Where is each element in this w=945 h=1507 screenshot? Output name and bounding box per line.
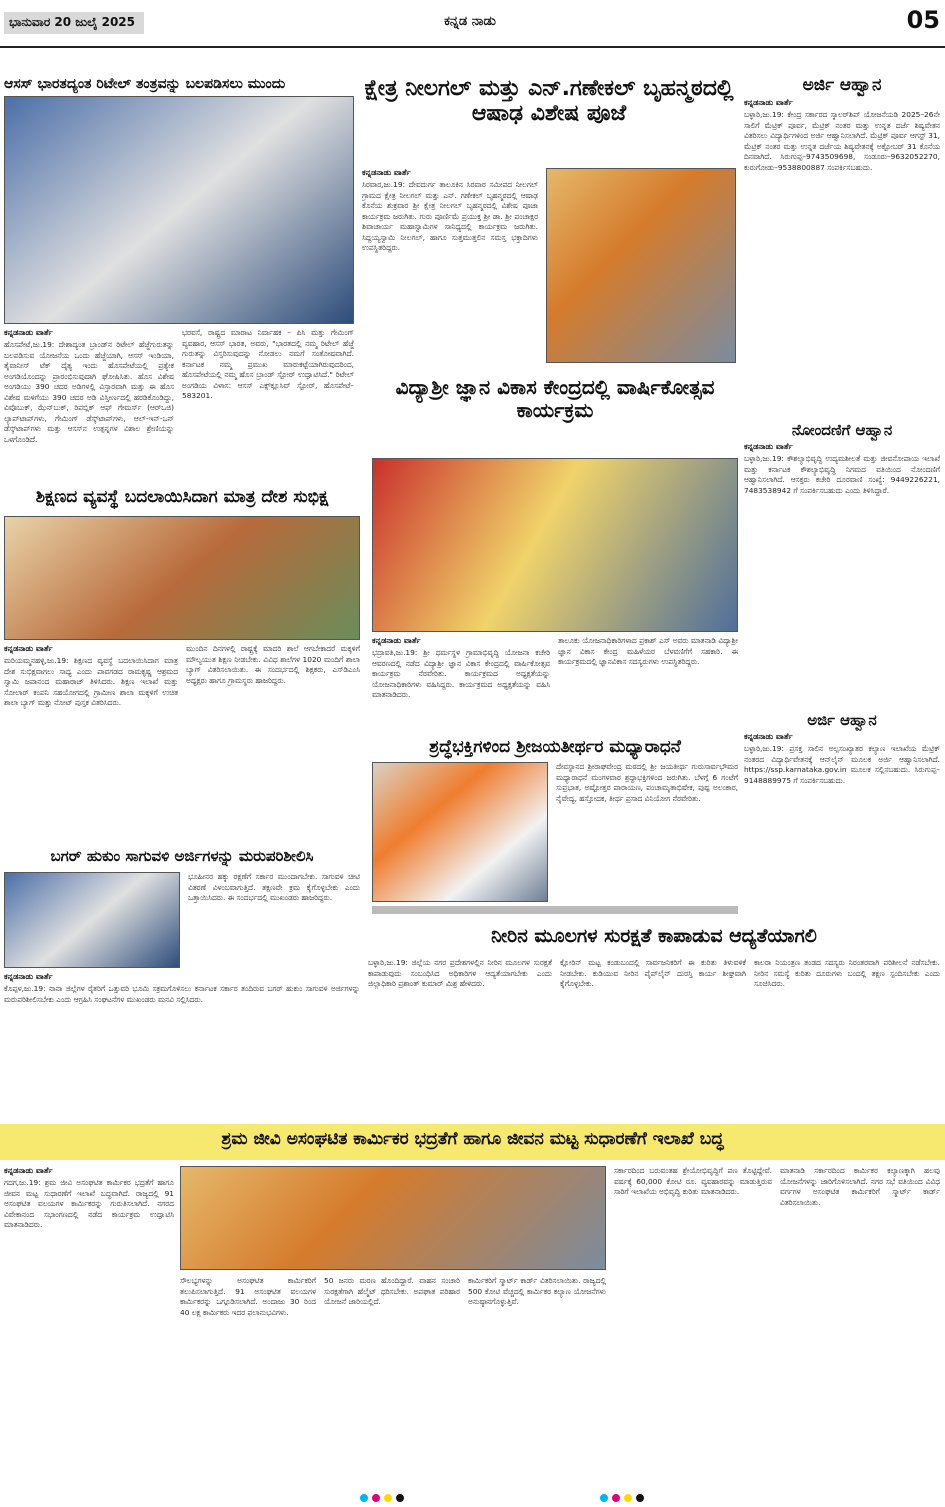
registration-dot-icon (612, 1494, 620, 1502)
asus-headline: ಆಸಸ್ ಭಾರತದ್ಯಂತ ರಿಟೇಲ್ ತಂತ್ರವನ್ನು ಬಲಪಡಿಸಲು ಮುಂದು (4, 76, 286, 92)
neerina-text-col3: ಕಾಲರಾ ನಿಯಂತ್ರಣ ತಂಡದ ಸದಸ್ಯರು ನಿರಂತರವಾಗಿ ಪರಿಶೀಲನೆ ನಡೆಸಬೇಕು. ನೀರಿನ ಸಮಸ್ಯೆ ಕುರಿತು ದೂರುಗಳು ಬಂದಲ್ಲಿ ತಕ್ಷಣ ಸ್ಪಂದಿಸಬೇಕು ಎಂದು ಸೂಚಿಸಿದರು. (754, 958, 940, 988)
bagar-text-col2: ಭೂಹೀನರ ಹಕ್ಕು ರಕ್ಷಣೆಗೆ ಸರ್ಕಾರ ಮುಂದಾಗಬೇಕು. ಸಾಗುವಳಿ ಚೀಟಿ ವಿತರಣೆ ವಿಳಂಬವಾಗುತ್ತಿದೆ. ತಕ್ಷಣವೇ ಕ್ರಮ ಕೈಗೊಳ್ಳಬೇಕು ಎಂದು ಒತ್ತಾಯಿಸಿದರು. ಈ ಸಂದರ್ಭದಲ್ಲಿ ಮುಖಂಡರು ಹಾಜರಿದ್ದರು. (188, 872, 360, 902)
shikshana-text-col1: ಮರಿಯಮ್ಮನಹಳ್ಳಿ,ಜು.19: ಶಿಕ್ಷಣದ ವ್ಯವಸ್ಥೆ ಬದಲಾಯಿಸಿದಾಗ ಮಾತ್ರ ದೇಶ ಸುಭಿಕ್ಷವಾಗಲು ಸಾಧ್ಯ ಎಂದು ಪಾವಗಡದ ರಾಮಕೃಷ್ಣ ಆಶ್ರಮದ ಸ್ವಾಮಿ ಜಪಾನಂದ ಮಹಾರಾಜ್ ತಿಳಿಸಿದರು. ಶಿಕ್ಷಣ ಇಲಾಖೆ ಮತ್ತು ಸೋಲಾರ್ ಕಂಪನಿ ಸಹಯೋಗದಲ್ಲಿ ಗ್ರಾಮೀಣ ಶಾಲಾ ಮಕ್ಕಳಿಗೆ ಉಚಿತ ಶಾಲಾ ಬ್ಯಾಗ್ ಮತ್ತು ನೋಟ್ ಪುಸ್ತಕ ವಿತರಿಸಿದರು. (4, 656, 178, 707)
arji1-text: ಬಳ್ಳಾರಿ,ಜು.19: ಕೇಂದ್ರ ಸರ್ಕಾರದ ಸ್ಕಾಲರ್‌ಶಿಪ್ ಯೋಜನೆಯಡಿ 2025–26ನೇ ಸಾಲಿಗೆ ಮೆಟ್ರಿಕ್ ಪೂರ್ವ, ಮೆಟ್ರಿಕ್ ನಂತರ ಮತ್ತು ಉನ್ನತ ದರ್ಜೆ ಶಿಷ್ಯವೇತನ ವಿತರಿಸಲು ವಿದ್ಯಾರ್ಥಿಗಳಿಂದ ಅರ್ಜಿ ಆಹ್ವಾನಿಸಲಾಗಿದೆ. ಮೆಟ್ರಿಕ್ ಪೂರ್ವ ಆಗಸ್ಟ್ 31, ಮೆಟ್ರಿಕ್ ನಂತರ ಮತ್ತು ಉನ್ನತ ದರ್ಜೆಯ ಶಿಷ್ಯವೇತನಕ್ಕೆ ಅಕ್ಟೋಬರ್ 31 ಕೊನೆಯ ದಿನವಾಗಿದೆ. ಸಿರುಗುಪ್ಪ–9743509698, ಸಂಡೂರು–9632052270, ಕುರುಗೋಡು–9538800887 ಸಂಪರ್ಕಿಸಬಹುದು. (744, 110, 940, 172)
arji1-headline: ಅರ್ಜಿ ಆಹ್ವಾನ (802, 75, 882, 95)
shikshana-byline: ಕನ್ನಡನಾಡು ವಾರ್ತೆ (4, 644, 53, 653)
issue-date: ಭಾನುವಾರ 20 ಜುಲೈ 2025 (4, 12, 144, 34)
asus-byline: ಕನ್ನಡನಾಡು ವಾರ್ತೆ (4, 328, 53, 337)
shrama-text-col1: ಗದಗ,ಜು.19: ಶ್ರಮ ಜೀವಿ ಅಸಂಘಟಿತ ಕಾರ್ಮಿಕರ ಭದ್ರತೆಗೆ ಹಾಗೂ ಜೀವನ ಮಟ್ಟ ಸುಧಾರಣೆಗೆ ಇಲಾಖೆ ಬದ್ಧವಾಗಿದೆ. ರಾಜ್ಯದಲ್ಲಿ 91 ಅಸಂಘಟಿತ ವಲಯಗಳ ಕಾರ್ಮಿಕರನ್ನು ಗುರುತಿಸಲಾಗಿದೆ. ನಗರದ ವಿವೇಕಾನಂದ ಸಭಾಂಗಣದಲ್ಲಿ ನಡೆದ ಕಾರ್ಯಕ್ರಮ ಉದ್ಘಾಟಿಸಿ ಮಾತನಾಡಿದರು. (4, 1178, 174, 1229)
neelagal-photo (546, 168, 736, 363)
arji2-byline: ಕನ್ನಡನಾಡು ವಾರ್ತೆ (744, 442, 793, 451)
shrama-photo (180, 1166, 606, 1270)
newspaper-name: ಕನ್ನಡ ನಾಡು (444, 14, 496, 29)
registration-dot-icon (396, 1494, 404, 1502)
shraddha-text: ದೇವಸ್ಥಾನದ ಶ್ರೀರಾಘವೇಂದ್ರ ಮಠದಲ್ಲಿ ಶ್ರೀ ಜಯತೀರ್ಥ ಗುರುಸಾರ್ವಭೌಮರ ಮಧ್ಯಾರಾಧನೆ ಮಂಗಳವಾರ ಶ್ರದ್ಧಾಭಕ್ತಿಗಳಿಂದ ಜರುಗಿತು. ಬೆಳಗ್ಗೆ 6 ಗಂಟೆಗೆ ಸುಪ್ರಭಾತ, ಅಷ್ಟೋತ್ತರ ಪಾರಾಯಣ, ಪಂಚಾಮೃತಾಭಿಷೇಕ, ಪುಷ್ಪ ಅಲಂಕಾರ, ನೈವೇದ್ಯ, ಹಸ್ತೋದಕ, ತೀರ್ಥ ಪ್ರಸಾದ ವಿನಿಯೋಗ ನೆರವೇರಿತು. (556, 762, 738, 803)
shrama-headline: ಶ್ರಮ ಜೀವಿ ಅಸಂಘಟಿತ ಕಾರ್ಮಿಕರ ಭದ್ರತೆಗೆ ಹಾಗೂ ಜೀವನ ಮಟ್ಟ ಸುಧಾರಣೆಗೆ ಇಲಾಖೆ ಬದ್ಧ (221, 1129, 724, 1149)
neelagal-byline: ಕನ್ನಡನಾಡು ವಾರ್ತೆ (362, 168, 411, 177)
shrama-text-col5: ಸರ್ಕಾರದಿಂದ ಬರುವಂತಹ ಶ್ರೇಯೋಭಿವೃದ್ಧಿಗೆ ಪಣ ತೊಟ್ಟಿದ್ದೇವೆ. ವರ್ಷಕ್ಕೆ 60,000 ಕೋಟಿ ರೂ. ವ್ಯವಹಾರವನ್ನು ಮಾಡುತ್ತಿರುವ ಸಾರಿಗೆ ಇಲಾಖೆಯ ಅಭಿವೃದ್ಧಿ ಕುರಿತು ಮಾತನಾಡಿದರು. (614, 1166, 772, 1196)
neelagal-headline: ಕ್ಷೇತ್ರ ನೀಲಗಲ್ ಮತ್ತು ಎನ್.ಗಣೇಕಲ್ ಬೃಹನ್ಮಠದಲ್ಲಿ ಆಷಾಢ ವಿಶೇಷ ಪೂಜೆ (364, 76, 734, 127)
asus-text-col1: ಹೊಸಪೇಟೆ,ಜು.19: ದೇಶಾದ್ಯಂತ ಬ್ರಾಂಡ್‌ನ ರಿಟೇಲ್ ಹೆಜ್ಜೆಗುರುತನ್ನು ಬಲಪಡಿಸುವ ಯೋಜನೆಯ ಒಂದು ಹೆಜ್ಜೆಯಾಗಿ, ಆಸಸ್ ಇಂಡಿಯಾ, ತೈವಾನೀಸ್ ಟೆಕ್ ದೈತ್ಯ ಇಂದು ಹೊಸಪೇಟೆಯಲ್ಲಿ ಪ್ರತ್ಯೇಕ ಅಂಗಡಿಯೊಂದನ್ನು ಪ್ರಾರಂಭಿಸುವುದಾಗಿ ಘೋಷಿಸಿತು. ಹೊಸ ವಿಶೇಷ ಅಂಗಡಿಯು 390 ಚದರ ಅಡಿಗಳಲ್ಲಿ ವಿಸ್ತಾರವಾಗಿ ಮತ್ತು ಈ ಹೊಸ ವಿಶೇಷ ಮಳಿಗೆಯು 390 ಚದರ ಅಡಿ ವಿಸ್ತೀರ್ಣದಲ್ಲಿ ಹರಡಿಕೊಂಡಿದ್ದು, ವಿವೊಬುಕ್, ಝೆನ್‌ಬುಕ್, ರಿಪಬ್ಲಿಕ್ ಆಫ್ ಗೇಮರ್ಸ್ (ಆರ್‌ಒಜಿ) ಲ್ಯಾಪ್‌ಟಾಪ್‌ಗಳು, ಗೇಮಿಂಗ್ ಡೆಸ್ಕ್‌ಟಾಪ್‌ಗಳು, ಆಲ್-ಇನ್-ಒನ್ ಡೆಸ್ಕ್‌ಟಾಪ್‌ಗಳು ಮತ್ತು ಆಸಸ್‌ನ ಉತ್ಪನ್ನಗಳ ವಿಶಾಲ ಶ್ರೇಣಿಯನ್ನು ಒಳಗೊಂಡಿದೆ. (4, 340, 174, 444)
bagar-headline: ಬಗರ್ ಹುಕುಂ ಸಾಗುವಳಿ ಅರ್ಜಿಗಳನ್ನು ಮರುಪರಿಶೀಲಿಸಿ (50, 847, 314, 865)
arji1-byline: ಕನ್ನಡನಾಡು ವಾರ್ತೆ (744, 98, 793, 107)
shrama-byline: ಕನ್ನಡನಾಡು ವಾರ್ತೆ (4, 1166, 53, 1175)
registration-dot-icon (372, 1494, 380, 1502)
registration-dot-icon (384, 1494, 392, 1502)
arji3-headline: ಅರ್ಜಿ ಆಹ್ವಾನ (807, 711, 877, 729)
page-number: 05 (906, 6, 940, 34)
shrama-text-col2: ಸೌಲಭ್ಯಗಳನ್ನು ಅಸಂಘಟಿತ ಕಾರ್ಮಿಕರಿಗೆ ತಲುಪಿಸಲಾಗುತ್ತಿದೆ. 91 ಅಸಂಘಟಿತ ವಲಯಗಳ ಕಾರ್ಮಿಕರನ್ನು ಒಗ್ಗೂಡಿಸಲಾಗಿದೆ. ಅಂದಾಜು 30 ರಿಂದ 40 ಲಕ್ಷ ಕಾರ್ಮಿಕರು ಇದರ ಫಲಾನುಭವಿಗಳು. (180, 1276, 316, 1317)
shraddha-headline: ಶ್ರದ್ಧೆಭಕ್ತಿಗಳಿಂದ ಶ್ರೀಜಯತೀರ್ಥರ ಮಧ್ಯಾರಾಧನೆ (429, 737, 681, 757)
registration-dot-icon (624, 1494, 632, 1502)
vidyashree-text-col1: ಭದ್ರಾವತಿ,ಜು.19: ಶ್ರೀ ಧರ್ಮಸ್ಥಳ ಗ್ರಾಮಾಭಿವೃದ್ಧಿ ಯೋಜನಾ ಕಚೇರಿ ಆವರಣದಲ್ಲಿ ನಡೆದ ವಿದ್ಯಾಶ್ರೀ ಜ್ಞಾನ ವಿಕಾಸ ಕೇಂದ್ರದಲ್ಲಿ ವಾರ್ಷಿಕೋತ್ಸವ ಕಾರ್ಯಕ್ರಮ ನೆರವೇರಿತು. ಕಾರ್ಯಕ್ರಮದ ಅಧ್ಯಕ್ಷತೆಯನ್ನು ಯೋಜನಾಧಿಕಾರಿಗಳು ವಹಿಸಿದ್ದರು. ಕಾರ್ಯಕ್ರಮದ ಅಧ್ಯಕ್ಷತೆಯನ್ನು ವಹಿಸಿ ಮಾತನಾಡಿದರು. (372, 648, 550, 699)
asus-text-col2: ಭರವಸೆ, ರಾಷ್ಟ್ರದ ಮಾರಾಟ ನಿರ್ವಾಹಕ – ಪಿಸಿ ಮತ್ತು ಗೇಮಿಂಗ್ ವ್ಯವಹಾರ, ಆಸಸ್ ಭಾರತ, ಅವರು, "ಭಾರತದಲ್ಲಿ ನಮ್ಮ ರಿಟೇಲ್ ಹೆಜ್ಜೆ ಗುರುತನ್ನು ವಿಸ್ತರಿಸುವುದನ್ನು ನೋಡಲು ನಮಗೆ ಸಂತೋಷವಾಗಿದೆ. ಕರ್ನಾಟಕ ನಮ್ಮ ಪ್ರಮುಖ ಮಾರುಕಟ್ಟೆಯಾಗಿರುವುದರಿಂದ, ಹೊಸಪೇಟೆಯಲ್ಲಿ ನಮ್ಮ ಹೊಸ ಬ್ರಾಂಡ್ ಸ್ಟೋರ್ ಉದ್ಘಾಟಿಸಿದೆ." ರಿಟೇಲ್ ಅಂಗಡಿಯ ವಿಳಾಸ: ಆಸಸ್ ಎಕ್ಸ್‌ಕ್ಲೂಸಿವ್ ಸ್ಟೋರ್, ಹೊಸಪೇಟೆ–583201. (182, 328, 354, 400)
shikshana-photo (4, 516, 360, 640)
arji2-headline: ನೋಂದಣಿಗೆ ಆಹ್ವಾನ (791, 421, 893, 439)
vidyashree-headline: ವಿದ್ಯಾಶ್ರೀ ಜ್ಞಾನ ವಿಕಾಸ ಕೇಂದ್ರದಲ್ಲಿ ವಾರ್ಷಿಕೋತ್ಸವ ಕಾರ್ಯಕ್ರಮ (395, 375, 715, 422)
bagar-byline: ಕನ್ನಡನಾಡು ವಾರ್ತೆ (4, 972, 53, 981)
vidyashree-byline: ಕನ್ನಡನಾಡು ವಾರ್ತೆ (372, 636, 421, 645)
bagar-photo (4, 872, 180, 968)
shikshana-text-col2: ಮುಂದಿನ ದಿನಗಳಲ್ಲಿ ರಾಷ್ಟ್ರಕ್ಕೆ ಮಾದರಿ ಶಾಲೆ ಆಗಬೇಕಾದರೆ ಮಕ್ಕಳಿಗೆ ಮೌಲ್ಯಯುತ ಶಿಕ್ಷಣ ನೀಡಬೇಕು. ವಿವಿಧ ಶಾಲೆಗಳ 1020 ಮಂದಿಗೆ ಶಾಲಾ ಬ್ಯಾಗ್ ವಿತರಿಸಲಾಯಿತು. ಈ ಸಂದರ್ಭದಲ್ಲಿ ಶಿಕ್ಷಕರು, ಎಸ್‌ಡಿಎಂಸಿ ಅಧ್ಯಕ್ಷರು ಹಾಗೂ ಗ್ರಾಮಸ್ಥರು ಹಾಜರಿದ್ದರು. (186, 644, 360, 685)
shrama-text-col6: ಮಾತನಾಡಿ ಸರ್ಕಾರದಿಂದ ಕಾರ್ಮಿಕರ ಕಲ್ಯಾಣಕ್ಕಾಗಿ ಹಲವು ಯೋಜನೆಗಳನ್ನು ಜಾರಿಗೊಳಿಸಲಾಗಿದೆ. ನಗರ ಸಭೆ ವತಿಯಿಂದ ವಿವಿಧ ವರ್ಗಗಳ ಅಸಂಘಟಿತ ಕಾರ್ಮಿಕರಿಗೆ ಸ್ಮಾರ್ಟ್ ಕಾರ್ಡ್ ವಿತರಿಸಲಾಯಿತು. (780, 1166, 940, 1207)
registration-dot-icon (360, 1494, 368, 1502)
vidyashree-photo (372, 458, 738, 632)
arji3-byline: ಕನ್ನಡನಾಡು ವಾರ್ತೆ (744, 732, 793, 741)
neerina-text-col1: ಬಳ್ಳಾರಿ,ಜು.19: ಜಿಲ್ಲೆಯ ನಗರ ಪ್ರದೇಶಗಳಲ್ಲಿನ ನೀರಿನ ಮೂಲಗಳ ಸುರಕ್ಷತೆ ಕಾಪಾಡುವುದು ಸಂಬಂಧಿಸಿದ ಅಧಿಕಾರಿಗಳ ಆದ್ಯತೆಯಾಗಬೇಕು ಎಂದು ಜಿಲ್ಲಾಧಿಕಾರಿ ಪ್ರಶಾಂತ್ ಕುಮಾರ್ ಮಿಶ್ರ ಹೇಳಿದರು. (368, 958, 552, 988)
shrama-text-col3: 50 ಜನರು ಮರಣ ಹೊಂದಿದ್ದಾರೆ. ವಾಹನ ಸಂಚಾರಿ ಸುರಕ್ಷತೆಗಾಗಿ ಹೆಲ್ಮೆಟ್ ಧರಿಸಬೇಕು. ಅಪಘಾತ ಪರಿಹಾರ ಯೋಜನೆ ಜಾರಿಯಲ್ಲಿದೆ. (324, 1276, 460, 1306)
asus-photo (4, 96, 354, 324)
shikshana-headline: ಶಿಕ್ಷಣದ ವ್ಯವಸ್ಥೆ ಬದಲಾಯಿಸಿದಾಗ ಮಾತ್ರ ದೇಶ ಸುಭಿಕ್ಷ (35, 487, 329, 507)
shraddha-photo-2 (372, 906, 738, 914)
arji2-text: ಬಳ್ಳಾರಿ,ಜು.19: ಕೌಶಲ್ಯಾಭಿವೃದ್ಧಿ ಉದ್ಯಮಶೀಲತೆ ಮತ್ತು ಜೀವನೋಪಾಯ ಇಲಾಖೆ ಮತ್ತು ಕರ್ನಾಟಕ ಕೌಶಲ್ಯಾಭಿವೃದ್ಧಿ ನಿಗಮದ ವತಿಯಿಂದ ನೋಂದಣಿಗೆ ಆಹ್ವಾನಿಸಲಾಗಿದೆ. ಆಸಕ್ತರು ಕಚೇರಿ ದೂರವಾಣಿ ಸಂಖ್ಯೆ: 9449226221, 7483538942 ಗೆ ಸಂಪರ್ಕಿಸಬಹುದು ಎಂದು ತಿಳಿಸಿದ್ದಾರೆ. (744, 454, 940, 495)
vidyashree-text-col2: ತಾಲೂಕು ಯೋಜನಾಧಿಕಾರಿಗಳಾದ ಪ್ರಕಾಶ್ ಎಸ್ ಅವರು ಮಾತನಾಡಿ ವಿದ್ಯಾಶ್ರೀ ಜ್ಞಾನ ವಿಕಾಸ ಕೇಂದ್ರ ಮಹಿಳೆಯರ ಬೆಳವಣಿಗೆಗೆ ಸಹಕಾರಿ. ಈ ಕಾರ್ಯಕ್ರಮದಲ್ಲಿ ಜ್ಞಾನವಿಕಾಸ ಸದಸ್ಯರುಗಳು ಉಪಸ್ಥಿತರಿದ್ದರು. (558, 636, 738, 666)
registration-dot-icon (600, 1494, 608, 1502)
neerina-headline: ನೀರಿನ ಮೂಲಗಳ ಸುರಕ್ಷತೆ ಕಾಪಾಡುವ ಆದ್ಯತೆಯಾಗಲಿ (491, 925, 817, 947)
registration-dot-icon (636, 1494, 644, 1502)
neelagal-text: ಸಿರವಾರ,ಜು.19: ದೇವದುರ್ಗ ತಾಲೂಕಿನ ಸಿರವಾರ ಸಮೀಪದ ನೀಲಗಲ್ ಗ್ರಾಮದ ಕ್ಷೇತ್ರ ನೀಲಗಲ್ ಮತ್ತು ಎನ್. ಗಣೇಕಲ್ ಬೃಹನ್ಮಠದಲ್ಲಿ ಆಷಾಢ ಕೊನೆಯ ಶುಕ್ರವಾರ ಶ್ರೀ ಕ್ಷೇತ್ರ ನೀಲಗಲ್ ಬೃಹನ್ಮಠದಲ್ಲಿ ವಿಶೇಷ ಪೂಜಾ ಕಾರ್ಯಕ್ರಮ ಜರುಗಿತು. ಗುರು ಪೂರ್ಣಿಮೆ ಪ್ರಯುಕ್ತ ಶ್ರೀ ಡಾ. ಶ್ರೀ ಪಂಚಾಕ್ಷರ ಶಿವಾಚಾರ್ಯ ಮಹಾಸ್ವಾಮಿಗಳ ಸಾನಿಧ್ಯದಲ್ಲಿ ಕಾರ್ಯಕ್ರಮ ಜರುಗಿತು. ಸಿದ್ದಯ್ಯಸ್ವಾಮಿ ನೀಲಗಲ್, ಹಾಗೂ ಸುತ್ತಮುತ್ತಲಿನ ಸಮಸ್ತ ಭಕ್ತಾದಿಗಳು ಉಪಸ್ಥಿತರಿದ್ದರು. (362, 180, 538, 252)
bagar-text-col1: ಕೊಪ್ಪಳ,ಜು.19: ನಾನಾ ಜಿಲ್ಲೆಗಳ ರೈತರಿಗೆ ಒತ್ತುವರಿ ಭೂಮಿ ಸಕ್ರಮಗೊಳಿಸಲು ಕರ್ನಾಟಕ ಸರ್ಕಾರ ತಂದಿರುವ ಬಗರ್ ಹುಕುಂ ಸಾಗುವಳಿ ಅರ್ಜಿಗಳನ್ನು ಮರುಪರಿಶೀಲಿಸಬೇಕು ಎಂದು ಆಗ್ರಹಿಸಿ ಸಂಘಟನೆಗಳ ಮುಖಂಡರು ಮನವಿ ಸಲ್ಲಿಸಿದರು. (4, 984, 360, 1004)
shraddha-photo (372, 762, 548, 902)
print-registration-marks (0, 1490, 945, 1507)
neerina-text-col2: ಕ್ಲೋರಿನ್ ಮಟ್ಟ ಕಂಡುಬಂದಲ್ಲಿ ಸಾರ್ವಜನಿಕರಿಗೆ ಈ ಕುರಿತು ತಿಳುವಳಿಕೆ ನೀಡಬೇಕು. ಕುಡಿಯುವ ನೀರಿನ ಪೈಪ್‌ಲೈನ್ ದುರಸ್ತಿ ಕಾರ್ಯ ಶೀಘ್ರವಾಗಿ ಕೈಗೊಳ್ಳಬೇಕು. (560, 958, 746, 988)
arji3-text: ಬಳ್ಳಾರಿ,ಜು.19: ಪ್ರಸಕ್ತ ಸಾಲಿನ ಅಲ್ಪಸಂಖ್ಯಾತರ ಕಲ್ಯಾಣ ಇಲಾಖೆಯ ಮೆಟ್ರಿಕ್ ನಂತರದ ವಿದ್ಯಾರ್ಥಿವೇತನಕ್ಕೆ ಆನ್‌ಲೈನ್ ಮೂಲಕ ಅರ್ಜಿ ಆಹ್ವಾನಿಸಲಾಗಿದೆ. https://ssp.karnataka.gov.in ಮೂಲಕ ಸಲ್ಲಿಸಬಹುದು. ಸಿರುಗುಪ್ಪ–9148889975 ಗೆ ಸಂಪರ್ಕಿಸಬಹುದು. (744, 744, 940, 785)
page-header (0, 0, 945, 48)
shrama-text-col4: ಕಾರ್ಮಿಕರಿಗೆ ಸ್ಮಾರ್ಟ್ ಕಾರ್ಡ್ ವಿತರಿಸಲಾಯಿತು. ರಾಜ್ಯದಲ್ಲಿ 500 ಕೋಟಿ ವೆಚ್ಚದಲ್ಲಿ ಕಾರ್ಮಿಕರ ಕಲ್ಯಾಣ ಯೋಜನೆಗಳು ಅನುಷ್ಠಾನಗೊಳ್ಳುತ್ತಿವೆ. (468, 1276, 606, 1306)
